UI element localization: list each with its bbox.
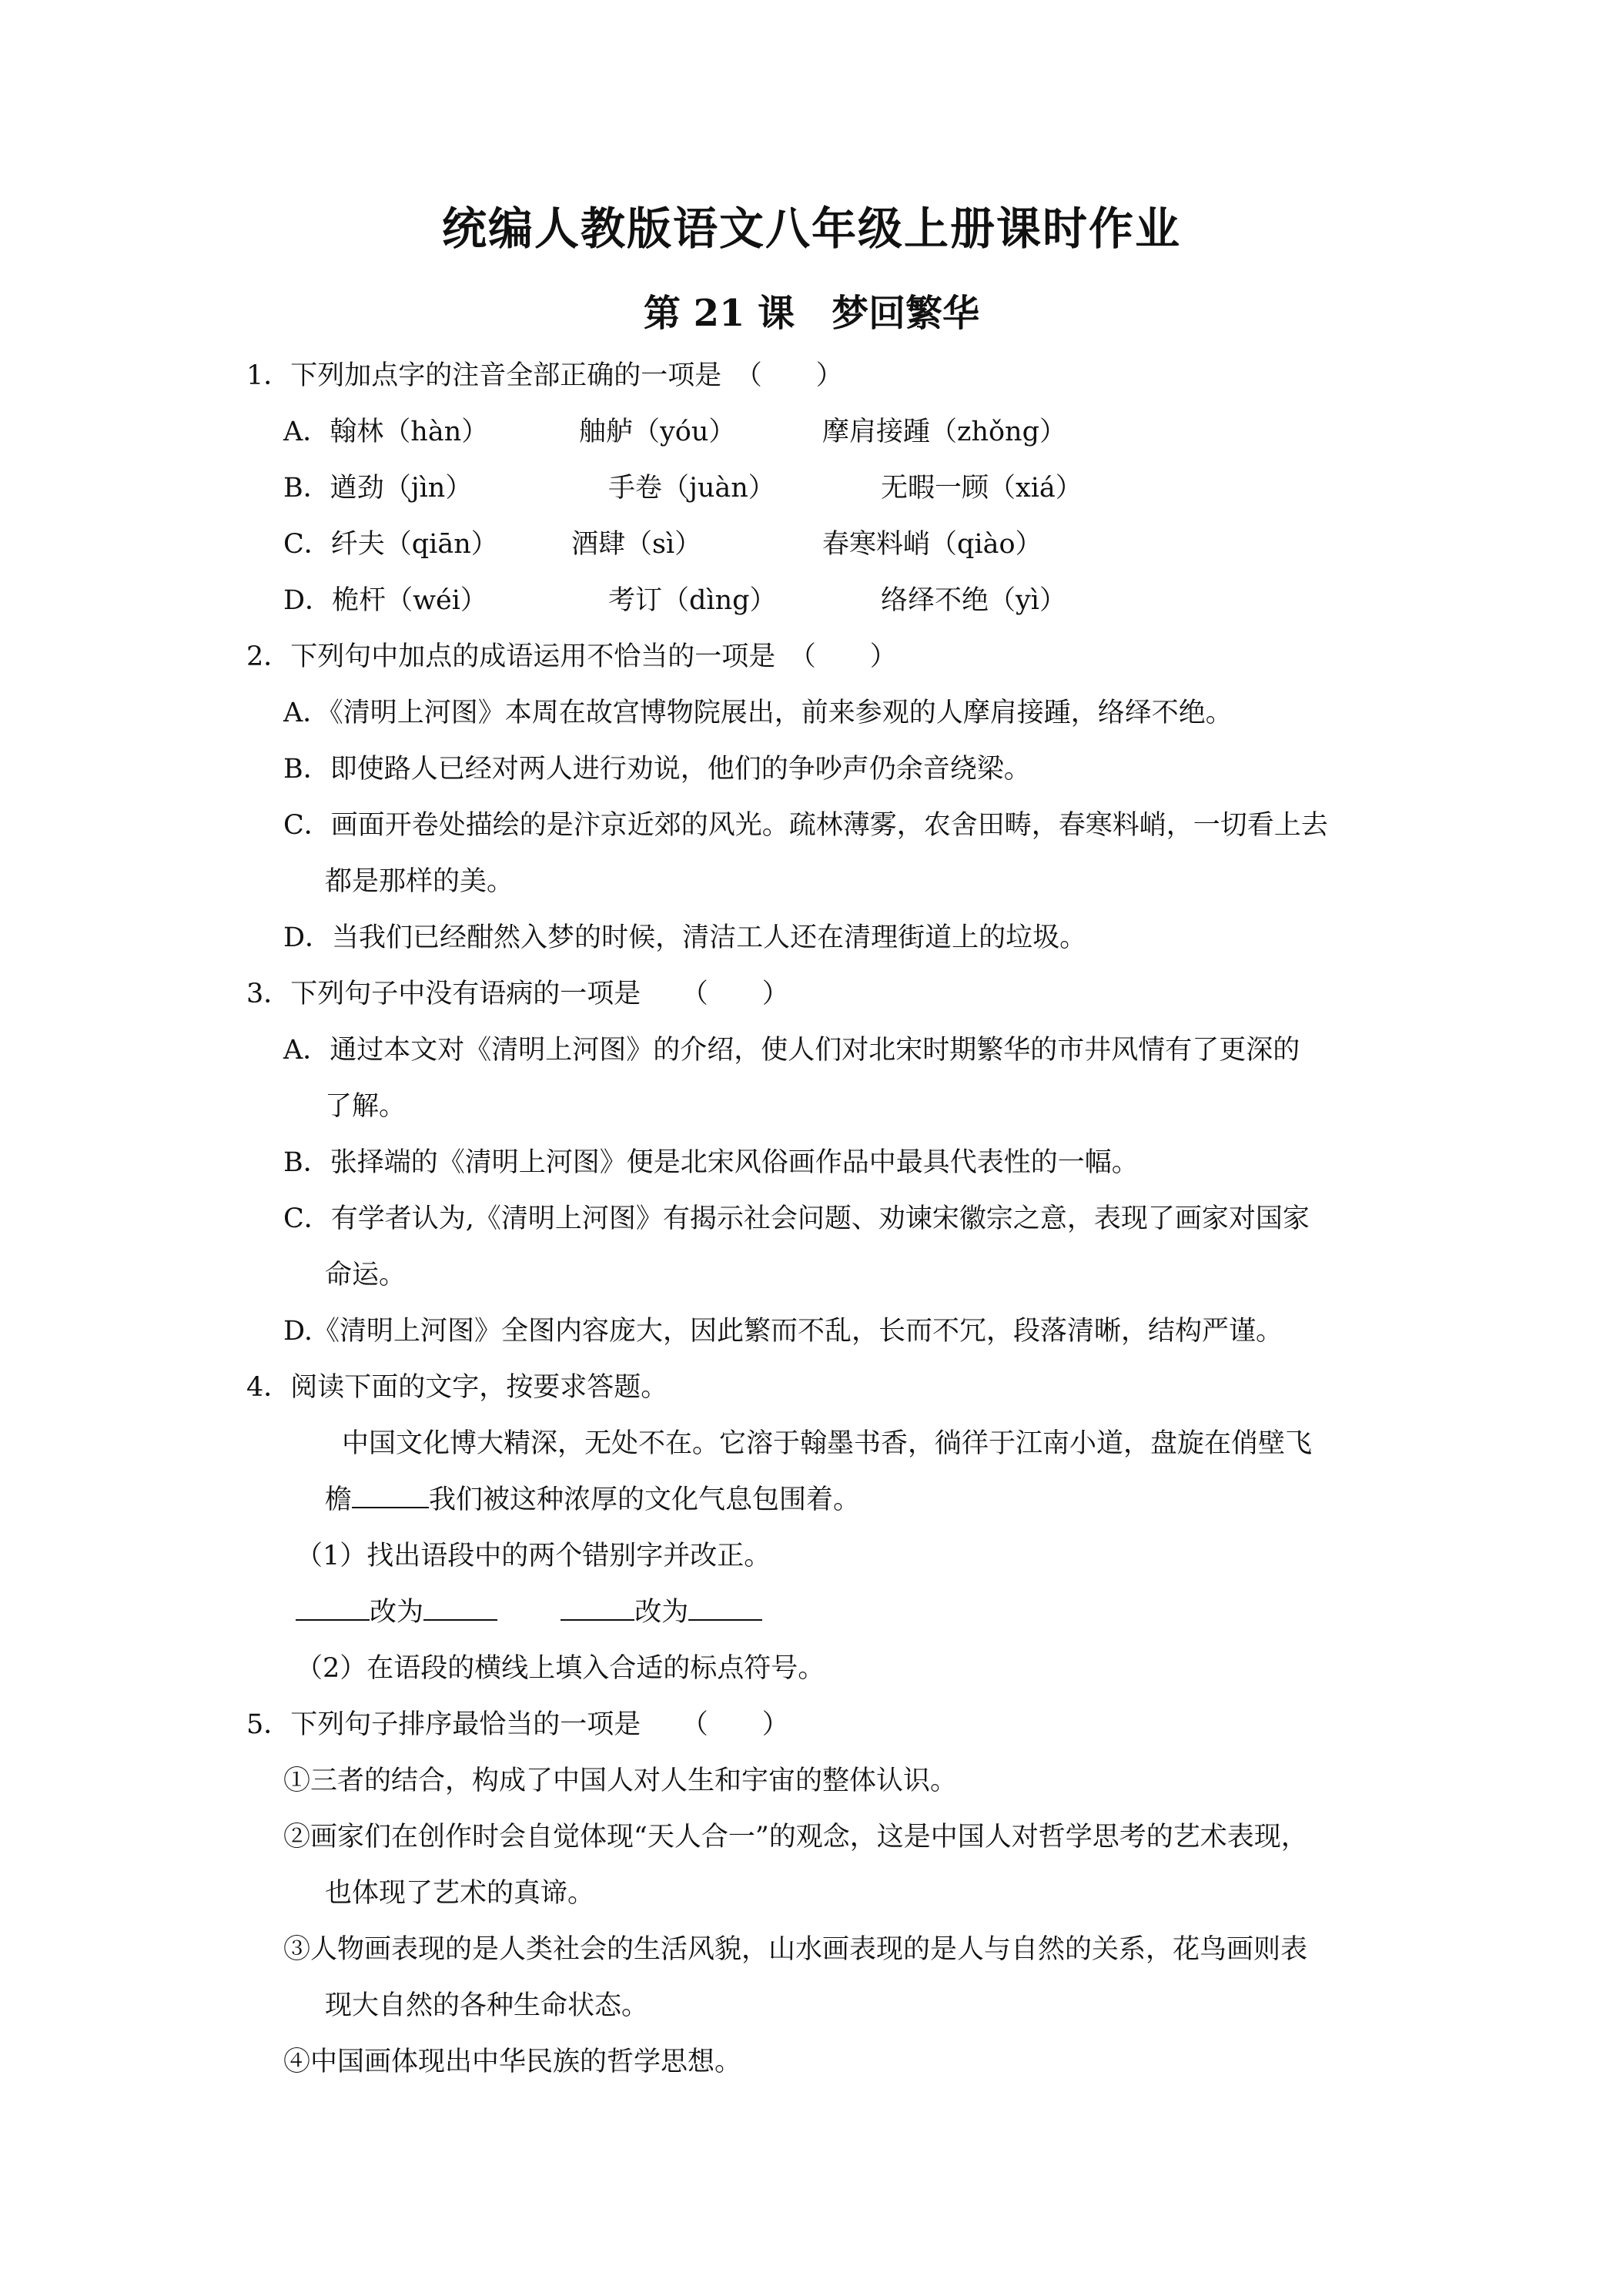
q4-passage-end: 我们被这种浓厚的文化气息包围着。 bbox=[429, 1484, 861, 1515]
q1-option-d-label: D． bbox=[283, 585, 333, 616]
q3-option-b: B．张择端的《清明上河图》便是北宋风俗画作品中最具代表性的一幅。 bbox=[283, 1147, 1139, 1178]
q4-sub-question-2: （2）在语段的横线上填入合适的标点符号。 bbox=[296, 1653, 825, 1684]
q5-stem: 5．下列句子排序最恰当的一项是 （ ） bbox=[246, 1709, 789, 1740]
q1-option-b-label: B． bbox=[283, 473, 330, 504]
q4-passage-start: 檐 bbox=[325, 1484, 353, 1515]
q1-option-a-item-2: 舳舻（yóu） bbox=[579, 417, 736, 447]
q4-punctuation-blank[interactable] bbox=[352, 1484, 429, 1508]
q2-option-d: D．当我们已经酣然入梦的时候，清洁工人还在清理街道上的垃圾。 bbox=[283, 922, 1087, 953]
q1-option-a-item-3: 摩肩接踵（zhǒng） bbox=[822, 417, 1067, 447]
q4-stem: 4．阅读下面的文字，按要求答题。 bbox=[246, 1372, 668, 1403]
q5-sentence-3-line-1: ③人物画表现的是人类社会的生活风貌，山水画表现的是人与自然的关系，花鸟画则表 bbox=[283, 1934, 1308, 1965]
q4-change-label-1: 改为 bbox=[370, 1597, 424, 1628]
q1-option-d bbox=[283, 583, 487, 618]
q4-sub-question-1: （1）找出语段中的两个错别字并改正。 bbox=[296, 1541, 771, 1571]
q4-passage-line-1: 中国文化博大精深，无处不在。它溶于翰墨书香，徜徉于江南小道，盘旋在俏壁飞 bbox=[342, 1428, 1313, 1459]
q2-option-b: B．即使路人已经对两人进行劝说，他们的争吵声仍余音绕梁。 bbox=[283, 754, 1031, 785]
q1-option-d-item-2: 考订（dìng） bbox=[608, 585, 777, 616]
q3-option-a-line-2: 了解。 bbox=[325, 1091, 407, 1122]
q1-option-d-item-1: 桅杆（wéi） bbox=[332, 585, 487, 616]
q5-sentence-4: ④中国画体现出中华民族的哲学思想。 bbox=[283, 2047, 742, 2077]
q3-option-a-line-1: A．通过本文对《清明上河图》的介绍，使人们对北宋时期繁华的市井风情有了更深的 bbox=[283, 1035, 1300, 1066]
q4-correct-char-2-blank[interactable] bbox=[688, 1596, 762, 1621]
q4-passage-line-2 bbox=[325, 1482, 860, 1518]
q5-sentence-1: ①三者的结合，构成了中国人对人生和宇宙的整体认识。 bbox=[283, 1766, 958, 1796]
q1-option-a-item-1: 翰林（hàn） bbox=[330, 417, 489, 447]
q4-correct-char-1-blank[interactable] bbox=[423, 1596, 497, 1621]
q4-correction-row bbox=[296, 1595, 762, 1630]
q1-option-c bbox=[283, 527, 498, 562]
q4-wrong-char-2-blank[interactable] bbox=[561, 1596, 634, 1621]
q1-option-d-item-3: 络绎不绝（yì） bbox=[881, 585, 1066, 616]
q1-option-b-item-1: 遒劲（jìn） bbox=[330, 473, 473, 504]
q1-option-c-item-3: 春寒料峭（qiào） bbox=[822, 529, 1042, 560]
q1-option-a-label: A． bbox=[283, 417, 330, 447]
q2-stem: 2．下列句中加点的成语运用不恰当的一项是 （ ） bbox=[246, 641, 897, 672]
q1-option-b-item-2: 手卷（juàn） bbox=[608, 473, 775, 504]
q3-option-c-line-1: C．有学者认为,《清明上河图》有揭示社会问题、劝谏宋徽宗之意，表现了画家对国家 bbox=[283, 1203, 1310, 1234]
q3-stem: 3．下列句子中没有语病的一项是 （ ） bbox=[246, 979, 789, 1009]
q1-option-c-item-2: 酒肆（sì） bbox=[571, 529, 702, 560]
page-title: 统编人教版语文八年级上册课时作业 bbox=[441, 202, 1181, 255]
q3-option-d: D.《清明上河图》全图内容庞大，因此繁而不乱，长而不冗，段落清晰，结构严谨。 bbox=[283, 1316, 1283, 1347]
q2-option-a: A．《清明上河图》本周在故宫博物院展出，前来参观的人摩肩接踵，络绎不绝。 bbox=[283, 698, 1233, 728]
lesson-subtitle: 第 21 课 梦回繁华 bbox=[643, 292, 980, 335]
q1-option-c-label: C． bbox=[283, 529, 331, 560]
q1-option-a bbox=[283, 414, 488, 450]
q3-option-c-line-2: 命运。 bbox=[325, 1260, 407, 1290]
q1-option-b bbox=[283, 470, 472, 506]
q2-option-c-line-1: C．画面开卷处描绘的是汴京近郊的风光。疏林薄雾，农舍田畴，春寒料峭，一切看上去 bbox=[283, 810, 1328, 841]
q5-sentence-2-line-2: 也体现了艺术的真谛。 bbox=[325, 1878, 595, 1909]
q4-change-label-2: 改为 bbox=[634, 1597, 689, 1628]
q5-sentence-3-line-2: 现大自然的各种生命状态。 bbox=[325, 1990, 649, 2021]
q1-option-b-item-3: 无暇一顾（xiá） bbox=[881, 473, 1083, 504]
q1-stem: 1．下列加点字的注音全部正确的一项是 （ ） bbox=[246, 360, 843, 391]
q2-option-c-line-2: 都是那样的美。 bbox=[325, 866, 514, 897]
q4-wrong-char-1-blank[interactable] bbox=[296, 1596, 370, 1621]
q1-option-c-item-1: 纤夫（qiān） bbox=[330, 529, 498, 560]
q5-sentence-2-line-1: ②画家们在创作时会自觉体现“天人合一”的观念，这是中国人对哲学思考的艺术表现， bbox=[283, 1822, 1308, 1853]
